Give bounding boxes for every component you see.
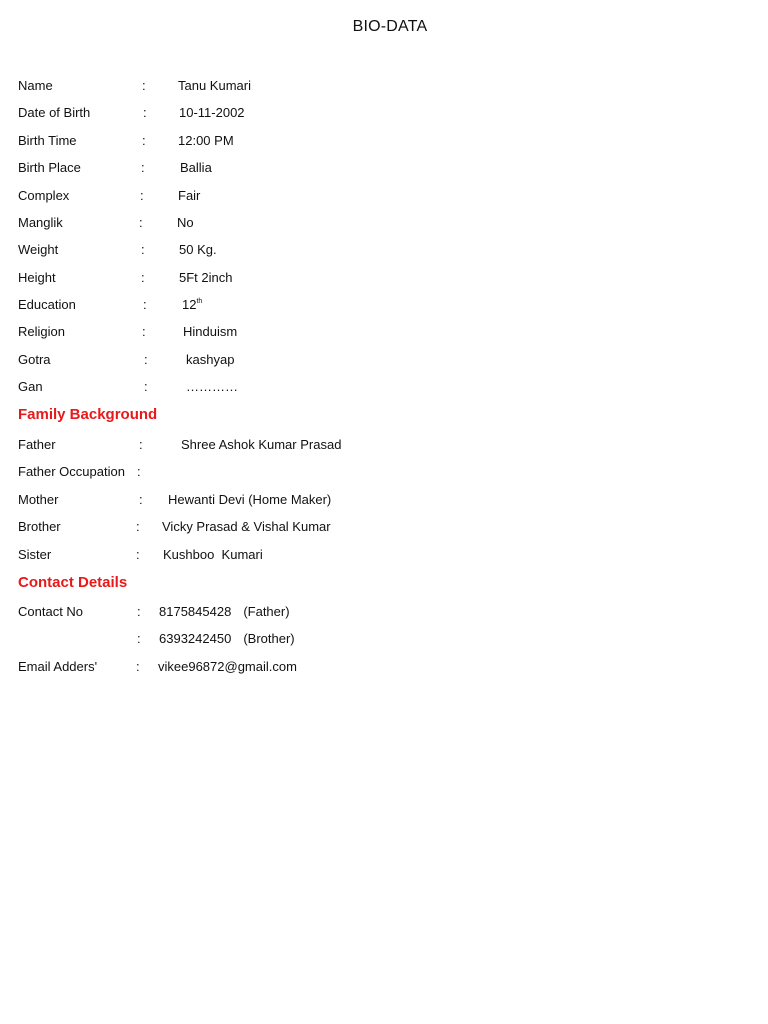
value-education-number: 12 bbox=[182, 297, 197, 312]
label-sister: Sister bbox=[18, 547, 52, 562]
label-manglik: Manglik bbox=[18, 215, 63, 230]
value-religion: Hinduism bbox=[183, 324, 238, 339]
label-complex: Complex bbox=[18, 188, 70, 203]
value-contact-brother bbox=[159, 629, 295, 649]
colon: : bbox=[143, 105, 147, 120]
value-date-of-birth: 10-11-2002 bbox=[179, 105, 245, 120]
phone-number: 8175845428 bbox=[159, 604, 232, 619]
value-gan: ………… bbox=[186, 379, 238, 394]
value-birth-time: 12:00 PM bbox=[178, 133, 234, 148]
colon: : bbox=[139, 215, 143, 230]
label-birth-time: Birth Time bbox=[18, 133, 77, 148]
colon: : bbox=[140, 188, 144, 203]
colon: : bbox=[137, 604, 141, 619]
colon: : bbox=[137, 631, 141, 646]
colon: : bbox=[142, 78, 146, 93]
colon: : bbox=[141, 270, 145, 285]
label-birth-place: Birth Place bbox=[18, 160, 81, 175]
value-email: vikee96872@gmail.com bbox=[158, 659, 297, 674]
label-date-of-birth: Date of Birth bbox=[18, 105, 91, 120]
colon: : bbox=[144, 379, 148, 394]
label-mother: Mother bbox=[18, 492, 59, 507]
value-education bbox=[182, 295, 202, 315]
label-contact-no: Contact No bbox=[18, 604, 84, 619]
colon: : bbox=[139, 437, 143, 452]
value-gotra: kashyap bbox=[186, 352, 235, 367]
phone-relation: (Father) bbox=[243, 604, 290, 619]
label-name: Name bbox=[18, 78, 53, 93]
colon: : bbox=[141, 160, 145, 175]
label-father-occupation: Father Occupation bbox=[18, 464, 125, 479]
value-sister: Kushboo Kumari bbox=[163, 547, 263, 562]
value-education-suffix: th bbox=[196, 298, 203, 305]
label-father: Father bbox=[18, 437, 56, 452]
colon: : bbox=[136, 547, 140, 562]
label-gan: Gan bbox=[18, 379, 43, 394]
colon: : bbox=[136, 659, 140, 674]
value-father: Shree Ashok Kumar Prasad bbox=[181, 437, 342, 452]
contact-details-heading: Contact Details bbox=[18, 574, 128, 591]
colon: : bbox=[142, 324, 146, 339]
colon: : bbox=[144, 352, 148, 367]
label-brother: Brother bbox=[18, 519, 61, 534]
colon: : bbox=[139, 492, 143, 507]
colon: : bbox=[141, 242, 145, 257]
label-height: Height bbox=[18, 270, 56, 285]
value-brother: Vicky Prasad & Vishal Kumar bbox=[162, 519, 331, 534]
label-weight: Weight bbox=[18, 242, 59, 257]
colon: : bbox=[137, 464, 141, 479]
page-title: BIO-DATA bbox=[352, 18, 428, 35]
colon: : bbox=[143, 297, 147, 312]
value-mother: Hewanti Devi (Home Maker) bbox=[168, 492, 332, 507]
phone-number: 6393242450 bbox=[159, 631, 232, 646]
value-complex: Fair bbox=[178, 188, 201, 203]
label-email: Email Adders' bbox=[18, 659, 98, 674]
value-manglik: No bbox=[177, 215, 194, 230]
colon: : bbox=[136, 519, 140, 534]
family-background-heading: Family Background bbox=[18, 406, 158, 423]
value-contact-father bbox=[159, 602, 290, 622]
colon: : bbox=[142, 133, 146, 148]
value-birth-place: Ballia bbox=[180, 160, 212, 175]
value-name: Tanu Kumari bbox=[178, 78, 251, 93]
label-gotra: Gotra bbox=[18, 352, 51, 367]
phone-relation: (Brother) bbox=[243, 631, 295, 646]
value-height: 5Ft 2inch bbox=[179, 270, 233, 285]
label-education: Education bbox=[18, 297, 76, 312]
value-weight: 50 Kg. bbox=[179, 242, 217, 257]
label-religion: Religion bbox=[18, 324, 65, 339]
